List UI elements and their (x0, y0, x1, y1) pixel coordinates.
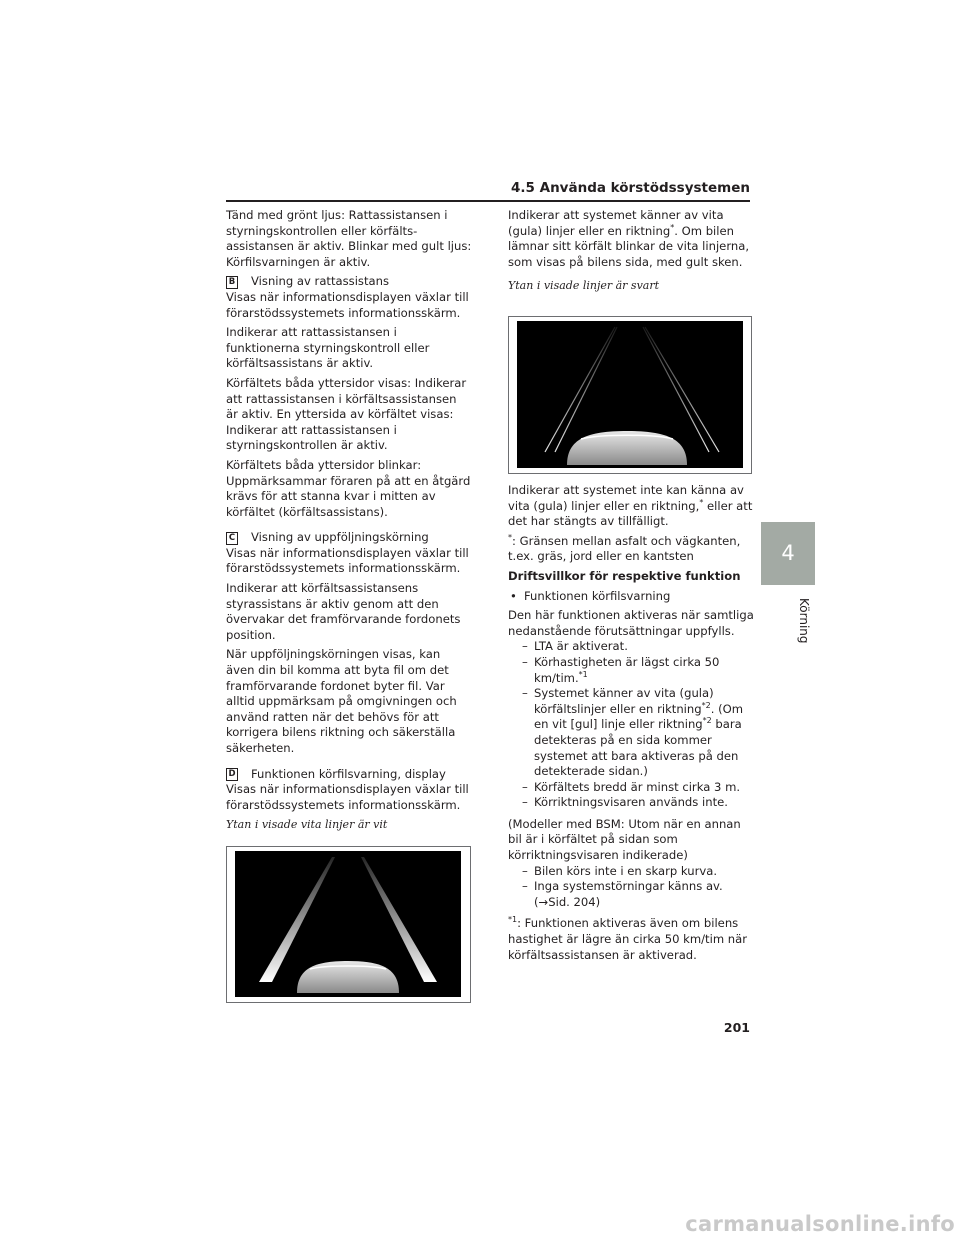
bullet-item (508, 589, 754, 605)
chapter-title: Körning (797, 598, 811, 644)
lane-display-white-figure (226, 846, 471, 1003)
right-column-continued (508, 483, 754, 967)
header-rule (226, 200, 750, 202)
list-item-text (534, 686, 754, 780)
condition-list (508, 639, 754, 811)
activation-text: Den här funktionen aktiveras när samtliga nedanstående förutsättningar uppfylls. (508, 608, 754, 638)
section-d-title: Funktionen körfilsvarning, display (251, 766, 446, 781)
list-item-text: Inga systemstörningar känns av. (→Sid. 204) (534, 879, 723, 909)
bullet-dot: • (510, 588, 517, 603)
display-screen (235, 851, 461, 997)
intro-paragraph: Tänd med grönt ljus: Rattassistansen i styrningskontrollen eller körfälts-assistansen är aktiv. Blinkar med gult ljus: Körfilsvarningen är aktiv. (226, 208, 472, 269)
section-c-heading (226, 530, 472, 546)
key-b-badge: B (226, 276, 238, 289)
section-c-text-2: Indikerar att körfältsassistansens styrassistans är aktiv genom att den övervakar det framförvarande fordonets position. (226, 581, 461, 642)
list-item-text: LTA är aktiverat. (534, 639, 628, 654)
footnote-ref: *1 (508, 915, 518, 925)
condition-list-2 (508, 864, 754, 911)
white-lines-text-a: Indikerar att systemet känner av vita (gula) linjer eller en riktning (508, 208, 724, 238)
list-item-text: Bilen körs inte i en skarp kurva. (534, 863, 718, 878)
lane-display-black-figure (508, 316, 752, 474)
key-d-badge: D (226, 768, 238, 781)
lines-text-c: bara detekteras på en sida kommer systemet att bara aktiveras på den detekterade sidan.) (534, 717, 742, 779)
lines-text-a: Systemet känner av vita (gula) körfältslinjer eller en riktning (534, 686, 714, 716)
list-item-text: Körfältets bredd är minst cirka 3 m. (534, 779, 741, 794)
footnote-star: * (699, 497, 704, 507)
section-d-text-1: Visas när informationsdisplayen växlar till förarstödssystemets informationsskärm. (226, 782, 469, 812)
footnote-star: * (508, 532, 512, 542)
section-b-text-3: Körfältets båda yttersidor visas: Indikerar att rattassistansen i körfältsassistansen är aktiv. En yttersida av körfältet visas: Indikerar att rattassistansen i styrningskontrollen är aktiv. (226, 375, 467, 453)
footnote-speed-text: : Funktionen aktiveras även om bilens hastighet är lägre än cirka 50 km/tim när körfältsassistansen är aktiverad. (508, 916, 748, 962)
watermark: carmanualsonline.info (685, 1212, 955, 1236)
footnote-speed (508, 916, 754, 963)
footnote-boundary (508, 534, 754, 565)
left-column (226, 208, 472, 837)
section-c-text-1: Visas när informationsdisplayen växlar till förarstödssystemets informationsskärm. (226, 545, 469, 576)
figure-caption-white-lines: Ytan i visade vita linjer är vit (226, 818, 388, 832)
white-lines-text-b: . Om bilen lämnar sitt körfält blinkar de vita linjerna, som visas på bilens sida, med gult sken. (508, 223, 750, 269)
list-item: – Bilen körs inte i en skarp kurva. (522, 863, 718, 878)
list-item-text: Körriktningsvisaren används inte. (534, 795, 728, 810)
section-c-text-3: När uppföljningskörningen visas, kan även din bil komma att byta fil om det framförvarande fordonet byter fil. Var alltid uppmärksam på omgivningen och använd ratten när det behövs för att korrigera bilens riktning och säkerställa säkerheten. (226, 647, 457, 755)
key-c-badge: C (226, 532, 238, 545)
bullet-text: Funktionen körfilsvarning (524, 588, 671, 603)
section-b-text-4: Körfältets båda yttersidor blinkar: Uppmärksammar föraren på att en åtgärd krävs för att stanna kvar i mitten av körfältet (körfältsassistans). (226, 457, 471, 519)
chapter-tab[interactable]: 4 (761, 522, 815, 585)
section-c-title: Visning av uppföljningskörning (251, 530, 429, 545)
footnote-boundary-text: : Gränsen mellan asfalt och vägkanten, t.ex. gräs, jord eller en kantsten (508, 533, 741, 564)
section-b-title: Visning av rattassistans (251, 274, 389, 289)
section-b-text-2: Indikerar att rattassistansen i funktionerna styrningskontroll eller körfältsassistans är aktiv. (226, 325, 430, 371)
page-number: 201 (723, 1020, 750, 1035)
white-lines-description (508, 208, 754, 270)
no-lines-description (508, 483, 754, 530)
footnote-ref: *2 (702, 716, 712, 726)
list-item: – Systemet känner av vita (gula) körfältslinjer eller en riktning$^{*2}$. (Om en vit [gul] linje eller riktning$^{*2}$ bara detekteras på en sida kommer systemet att bara aktiveras på den detekterade sidan.) (522, 686, 754, 780)
lane-lines-white-illustration (235, 851, 461, 997)
list-item: – LTA är aktiverat. (522, 639, 628, 654)
list-item: – Körriktningsvisaren används inte. (522, 795, 728, 810)
section-b-heading (226, 274, 472, 290)
footnote-ref: *2 (701, 700, 711, 710)
list-item-text (534, 655, 754, 686)
no-lines-text-a: Indikerar att systemet inte kan känna av vita (gula) linjer eller en riktning, (508, 483, 744, 513)
list-item: – Körhastigheten är lägst cirka 50 km/tim.$^{*1}$ (522, 655, 754, 686)
section-header: 4.5 Använda körstödssystemen (511, 180, 750, 196)
footnote-ref: *1 (578, 669, 588, 679)
no-lines-text-b: eller att det har stängts av tillfälligt. (508, 498, 753, 529)
list-item: – Körfältets bredd är minst cirka 3 m. (522, 779, 741, 794)
footnote-star: * (670, 222, 675, 232)
figure-caption-black-lines: Ytan i visade linjer är svart (508, 279, 660, 293)
section-b-text-1: Visas när informationsdisplayen växlar till förarstödssystemets informationsskärm. (226, 289, 469, 320)
lane-lines-outline-illustration (517, 321, 743, 468)
right-column (508, 208, 754, 298)
list-item: – Inga systemstörningar känns av. (→Sid. 204) (522, 879, 754, 910)
display-screen (517, 321, 743, 468)
speed-text: Körhastigheten är lägst cirka 50 km/tim. (534, 654, 720, 685)
conditions-heading: Driftsvillkor för respektive funktion (508, 568, 741, 583)
bsm-text: (Modeller med BSM: Utom när en annan bil är i körfältet på sidan som körriktningsvisaren indikerade) (508, 816, 741, 863)
section-d-heading (226, 767, 472, 783)
lines-text-b: . (Om en vit [gul] linje eller riktning (534, 701, 744, 732)
